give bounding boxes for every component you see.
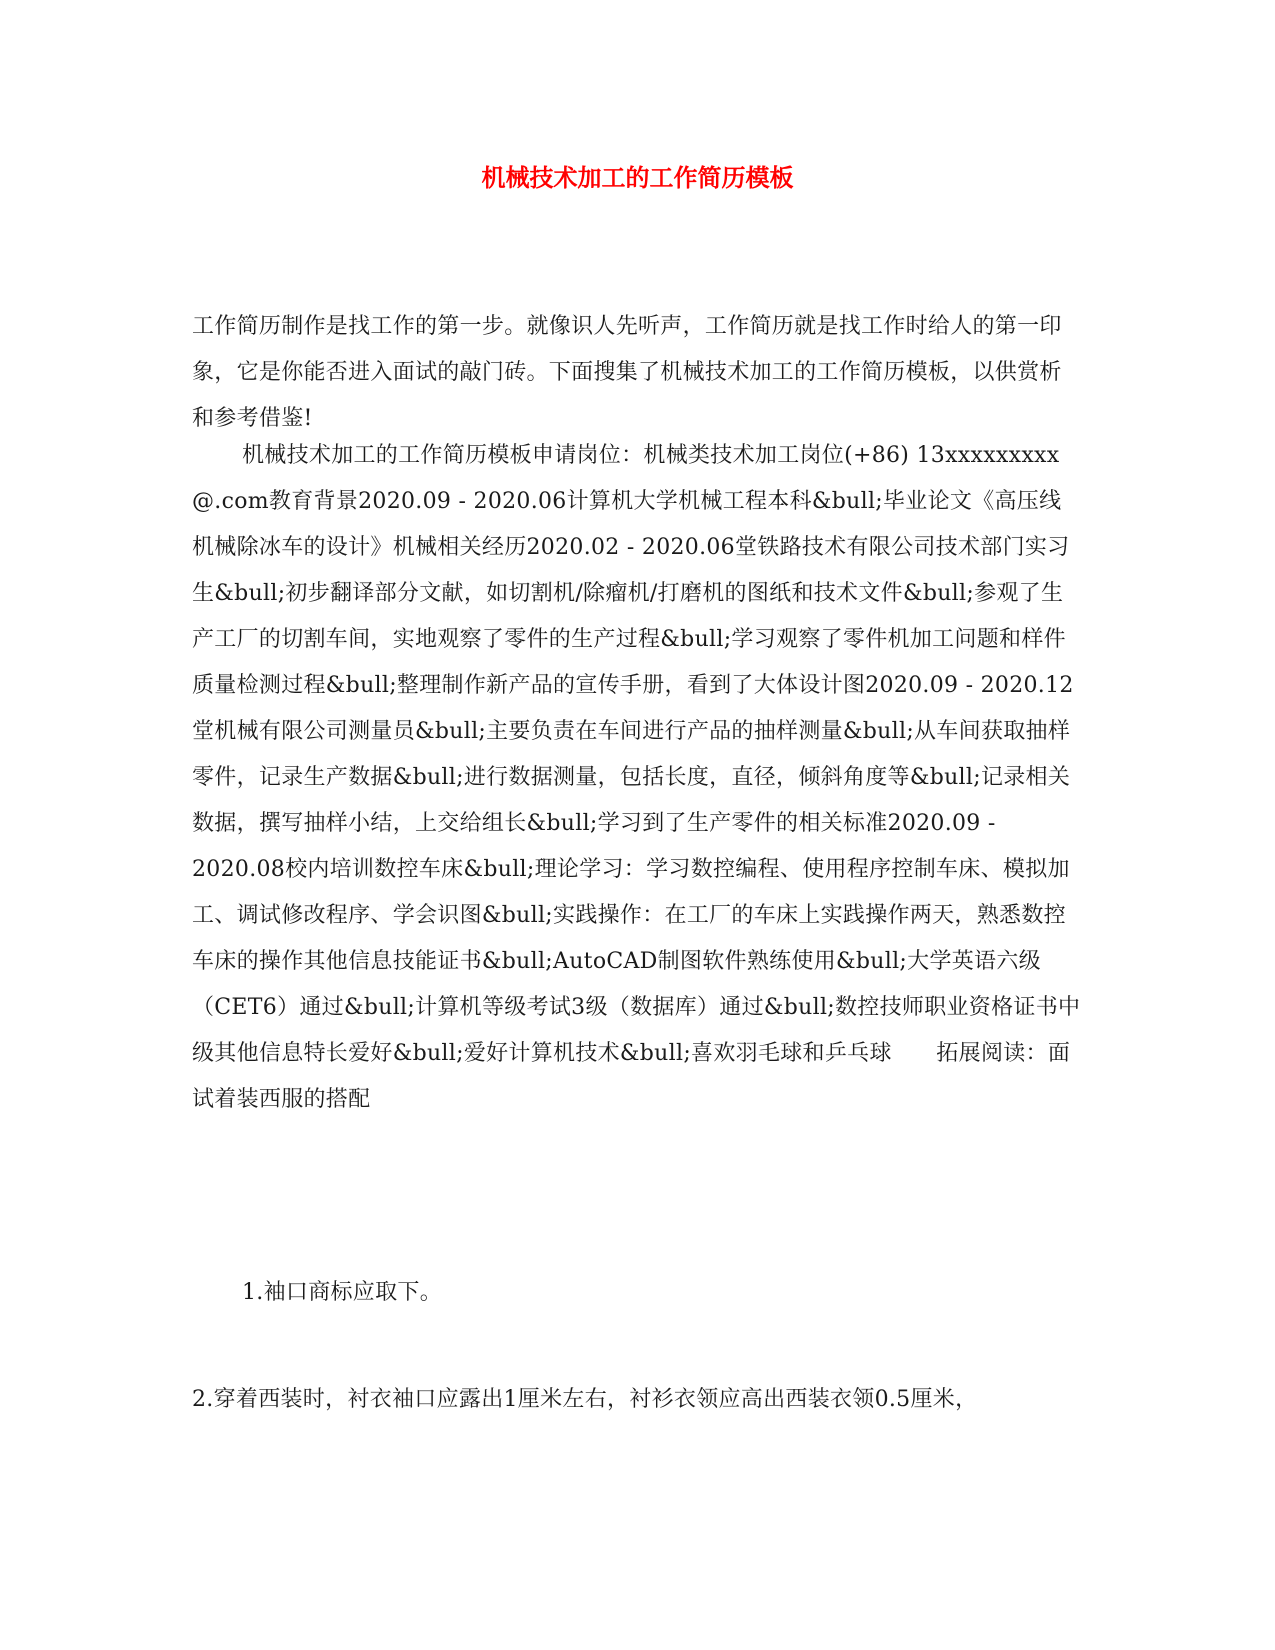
list-item-1: 1.袖口商标应取下。 bbox=[242, 1280, 442, 1305]
intro-paragraph: 工作简历制作是找工作的第一步。就像识人先听声，工作简历就是找工作时给人的第一印象，它是你能否进入面试的敲门砖。下面搜集了机械技术加工的工作简历模板，以供赏析和参考借鉴! bbox=[192, 314, 1062, 431]
list-item-2: 2.穿着西装时，衬衣袖口应露出1厘米左右，衬衫衣领应高出西装衣领0.5厘米， bbox=[192, 1387, 978, 1412]
document-title: 机械技术加工的工作简历模板 bbox=[481, 163, 794, 192]
resume-paragraph: 机械技术加工的工作简历模板申请岗位：机械类技术加工岗位(+86) 13xxxxxxxxx @.com教育背景2020.09 - 2020.06计算机大学机械工程本科&bull;毕业论文《高压线机械除冰车的设计》机械相关经历2020.02 - 2020.06堂铁路技术有限公司技术部门实习生&bull;初步翻译部分文献，如切割机/除瘤机/打磨机的图纸和技术文件&bull;参观了生产工厂的切割车间，实地观察了零件的生产过程&bull;学习观察了零件机加工问题和样件质量检测过程&bull;整理制作新产品的宣传手册，看到了大体设计图2020.09 - 2020.12堂机械有限公司测量员&bull;主要负责在车间进行产品的抽样测量&bull;从车间获取抽样零件，记录生产数据&bull;进行数据测量，包括长度，直径，倾斜角度等&bull;记录相关数据，撰写抽样小结，上交给组长&bull;学习到了生产零件的相关标准2020.09 - 2020.08校内培训数控车床&bull;理论学习：学习数控编程、使用程序控制车床、模拟加工、调试修改程序、学会识图&bull;实践操作：在工厂的车床上实践操作两天，熟悉数控车床的操作其他信息技能证书&bull;AutoCAD制图软件熟练使用&bull;大学英语六级（CET6）通过&bull;计算机等级考试3级（数据库）通过&bull;数控技师职业资格证书中级其他信息特长爱好&bull;爱好计算机技术&bull;喜欢羽毛球和乒乓球 拓展阅读：面试着装西服的搭配 bbox=[192, 443, 1081, 1112]
